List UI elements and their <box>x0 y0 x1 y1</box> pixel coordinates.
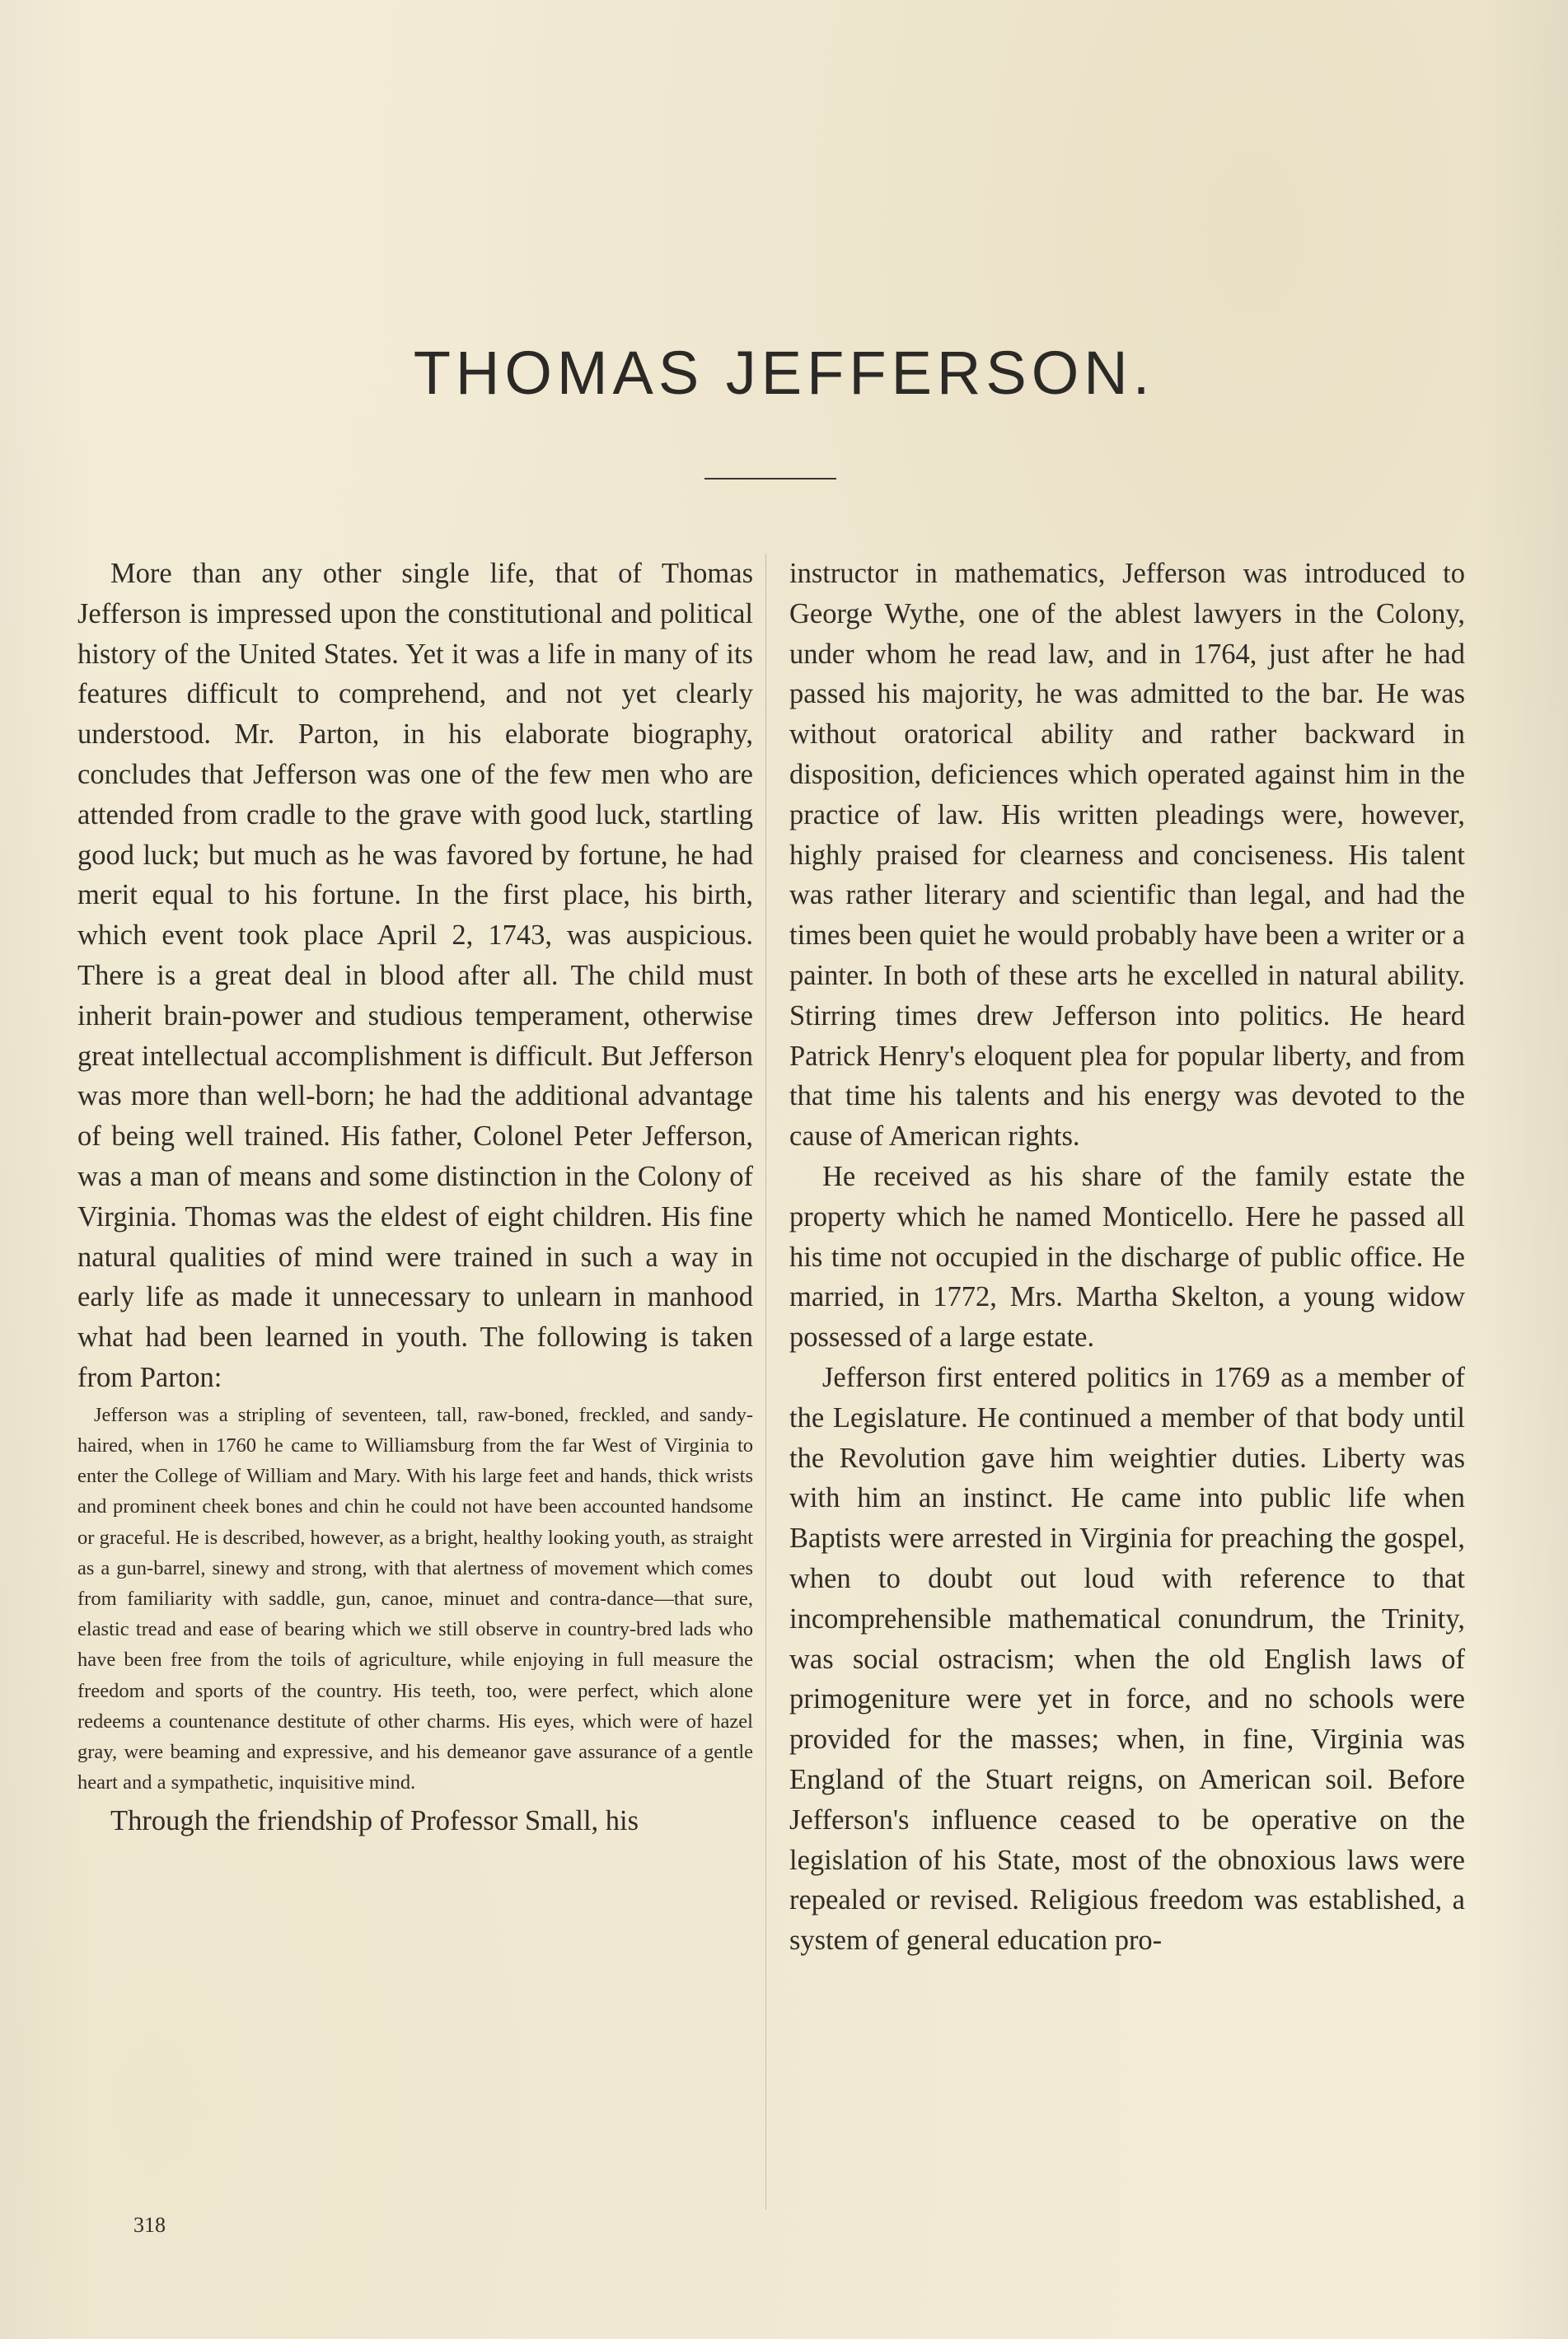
page-title: THOMAS JEFFERSON. <box>413 339 1155 407</box>
right-paragraph-1: instructor in mathematics, Jefferson was introduced to George Wythe, one of the ablest lawyers in the Colony, under whom he read law, and in 1764, just after he had passed his majority, he was admitted to the bar. He was without oratorical ability and rather backward in disposition, deficiences which operated against him in the practice of law. His written pleadings were, however, highly praised for clearness and conciseness. His talent was rather literary and scientific than legal, and had the times been quiet he would probably have been a writer or a painter. In both of these arts he excelled in natural ability. Stirring times drew Jefferson into politics. He heard Patrick Henry's eloquent plea for popular liberty, and from that time his talents and his energy was devoted to the cause of American rights. <box>789 558 1465 1153</box>
column-divider <box>765 554 766 2210</box>
block-quote: Jefferson was a stripling of seventeen, tall, raw-boned, freckled, and sandy-haired, when in 1760 he came to Williamsburg from the far West of Virginia to enter the College of William and Mary. With his large feet and hands, thick wrists and prominent cheek bones and chin he could not have been accounted handsome or graceful. He is described, however, as a bright, healthy looking youth, as straight as a gun-barrel, sinewy and strong, with that alertness of movement which comes from familiarity with saddle, gun, canoe, minuet and contra-dance—that sure, elastic tread and ease of bearing which we still observe in country-bred lads who have been free from the toils of agriculture, while enjoying in full measure the freedom and sports of the country. His teeth, too, were perfect, which alone redeems a countenance destitute of other charms. His eyes, which were of hazel gray, were beaming and expressive, and his demeanor gave assurance of a gentle heart and a sympathetic, inquisitive mind. <box>77 1403 753 1794</box>
right-column <box>789 554 1465 1961</box>
right-paragraph-2: He received as his share of the family estate the property which he named Monticello. Here he passed all his time not occupied in the discharge of public office. He married, in 1772, Mrs. Martha Skelton, a young widow possessed of a large estate. <box>789 1160 1465 1354</box>
right-paragraph-3: Jefferson first entered politics in 1769 as a member of the Legislature. He continued a member of that body until the Revolution gave him weightier duties. Liberty was with him an instinct. He came into public life when Baptists were arrested in Virginia for preaching the gospel, when to doubt out loud with reference to that incomprehensible mathematical conundrum, the Trinity, was social ostracism; when the old English laws of primogeniture were yet in force, and no schools were provided for the masses; when, in fine, Virginia was England of the Stuart reigns, on American soil. Before Jefferson's influence ceased to be operative on the legislation of his State, most of the obnoxious laws were repealed or revised. Religious freedom was established, a system of general education pro- <box>789 1361 1465 1957</box>
left-column <box>77 554 753 1841</box>
left-paragraph-1: More than any other single life, that of Thomas Jefferson is impressed upon the constitutional and political history of the United States. Yet it was a life in many of its features difficult to comprehend, and not yet clearly understood. Mr. Parton, in his elaborate biography, concludes that Jefferson was one of the few men who are attended from cradle to the grave with good luck, startling good luck; but much as he was favored by fortune, he had merit equal to his fortune. In the first place, his birth, which event took place April 2, 1743, was auspicious. There is a great deal in blood after all. The child must inherit brain-power and studious temperament, otherwise great intellectual accomplishment is difficult. But Jefferson was more than well-born; he had the additional advantage of being well trained. His father, Colonel Peter Jefferson, was a man of means and some distinction in the Colony of Virginia. Thomas was the eldest of eight children. His fine natural qualities of mind were trained in such a way in early life as made it unnecessary to unlearn in manhood what had been learned in youth. The following is taken from Parton: <box>77 558 753 1393</box>
left-paragraph-2: Through the friendship of Professor Small, his <box>110 1805 639 1837</box>
page-number: 318 <box>133 2213 166 2237</box>
title-rule <box>704 478 836 479</box>
